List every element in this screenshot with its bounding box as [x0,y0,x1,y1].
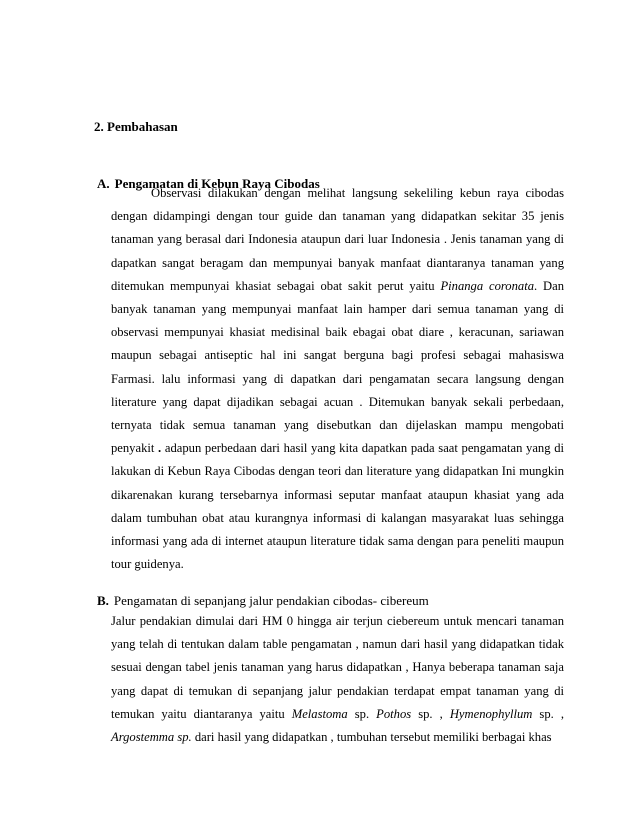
section-b-heading [97,593,429,609]
paragraph-text: Observasi dilakukan dengan melihat langsung sekeliling kebun raya cibodas dengan didampingi dengan tour guide dan tanaman yang didapatkan sekitar 35 jenis tanaman yang berasal dari Indonesia ataupun dari luar Indonesia . Jenis tanaman yang di dapatkan sangat beragam dan mempunyai banyak manfaat diantaranya tanaman yang ditemukan mempunyai khasiat sebagai obat sakit perut yaitu [111,186,564,293]
section-b-title: Pengamatan di sepanjang jalur pendakian cibodas- cibereum [113,593,429,608]
section-heading: 2. Pembahasan [94,119,178,134]
paragraph-text: . Dan banyak tanaman yang mempunyai manfaat lain hamper dari semua tanaman yang di observasi mempunyai khasiat medisinal baik ebagai obat diare , keracunan, sariawan maupun sebagai antiseptic hal ini sangat berguna bagi profesi sebagai mahasiswa Farmasi. lalu informasi yang di dapatkan dari pengamatan secara langsung dengan literature yang dapat dijadikan sebagai acuan . Ditemukan banyak sekali perbedaan, ternyata tidak semua tanaman yang disebutkan dan dijelaskan mampu mengobati penyakit [111,278,564,456]
species-name: Pothos [376,706,412,721]
paragraph-text: adapun perbedaan dari hasil yang kita dapatkan pada saat pengamatan yang di lakukan di Kebun Raya Cibodas dengan teori dan literature yang didapatkan Ini mungkin dikarenakan kurang tersebarnya informasi seputar manfaat ataupun khasiat yang ada dalam tumbuhan obat atau kurangnya informasi di kalangan masyarakat luas sehingga informasi yang ada di internet ataupun literature tidak sama dengan para peneliti maupun tour guidenya. [111,441,564,572]
paragraph-text: sp. [347,706,377,721]
species-name: Melastoma [291,706,348,721]
species-name: Pinanga coronata [440,278,534,293]
paragraph-text: sp. , [411,706,450,721]
section-a-letter: A. [97,176,110,191]
species-name: Hymenophyllum [449,706,533,721]
section-a-title: Pengamatan di Kebun Raya Cibodas [114,176,320,191]
section-a-paragraph [111,182,564,576]
paragraph-text: Jalur pendakian dimulai dari HM 0 hingga air terjun ciebereum untuk mencari tanaman yang telah di tentukan dalam table pengamatan , namun dari hasil yang didapatkan tidak sesuai dengan tabel jenis tanaman yang harus didapatkan , Hanya beberapa tanaman saja yang dapat di temukan di sepanjang jalur pendakian terdapat empat tanaman yang di temukan yaitu diantaranya yaitu [111,614,564,721]
section-b-letter: B. [97,593,109,608]
paragraph-text: dari hasil yang didapatkan , tumbuhan tersebut memiliki berbagai khas [191,730,552,745]
bold-period: . [154,441,165,456]
section-b-paragraph [111,610,564,749]
paragraph-text: sp. , [532,706,564,721]
species-name: Argostemma sp. [111,730,192,745]
